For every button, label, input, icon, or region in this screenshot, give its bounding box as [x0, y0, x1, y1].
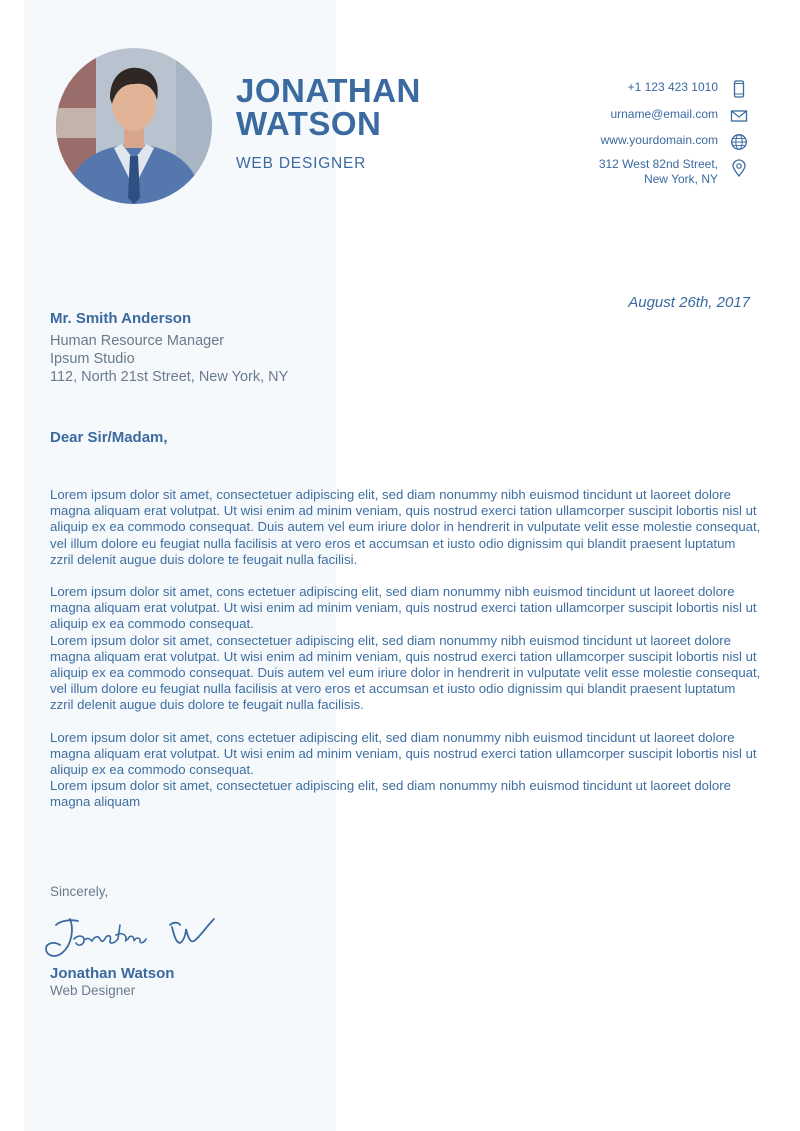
- paragraph: Lorem ipsum dolor sit amet, consectetuer adipiscing elit, sed diam nonummy nibh euismod tincidunt ut laoreet dolore magna aliquam erat volutpat. Ut wisi enim ad minim veniam, quis nostrud exerci tation ullamcorper suscipit lobortis nisl ut aliquip ex ea commodo consequat. Duis autem vel eum iriure dolor in hendrerit in vulputate velit esse molestie consequat, vel illum dolore eu feugiat nulla facilisis at vero eros et accumsan et iusto odio dignissim qui blandit praesent luptatum zzril delenit augue duis dolore te feugait nulla facilisi.: [50, 487, 761, 567]
- address-line-2: New York, NY: [643, 172, 718, 186]
- phone-icon: [730, 80, 748, 98]
- contact-website: [488, 133, 748, 151]
- name-first: JONATHAN: [236, 72, 421, 109]
- address-line-1: 312 West 82nd Street,: [598, 157, 718, 171]
- signer-title: Web Designer: [50, 983, 136, 998]
- paragraph: Lorem ipsum dolor sit amet, cons ectetuer adipiscing elit, sed diam nonummy nibh euismod tincidunt ut laoreet dolore magna aliquam erat volutpat. Ut wisi enim ad minim veniam, quis nostrud exerci tation ullamcorper suscipit lobortis nisl ut aliquip ex ea commodo consequat. Lorem ipsum dolor sit amet, consectetuer adipiscing elit, sed diam nonummy nibh euismod tincidunt ut laoreet dolore magna aliquam erat volutpat. Ut wisi enim ad minim veniam, quis nostrud exerci tation ullamcorper suscipit lobortis nisl ut aliquip ex ea commodo consequat. Duis autem vel eum iriure dolor in hendrerit in vulputate velit esse molestie consequat, vel illum dolore eu feugiat nulla facilisis at vero eros et accumsan et iusto odio dignissim qui blandit praesent luptatum zzril delenit augue duis dolore te feugait nulla facilisis.: [50, 584, 761, 713]
- address-text: [599, 157, 718, 187]
- recipient-company: Ipsum Studio: [50, 351, 135, 367]
- contact-phone: [488, 80, 748, 98]
- handwritten-signature: [40, 905, 240, 970]
- recipient-block: [50, 310, 450, 386]
- location-pin-icon: [730, 159, 748, 177]
- phone-text: +1 123 423 1010: [627, 80, 718, 94]
- greeting: Dear Sir/Madam,: [50, 429, 168, 446]
- email-text: urname@email.com: [610, 107, 718, 121]
- recipient-address: 112, North 21st Street, New York, NY: [50, 369, 289, 385]
- job-title: WEB DESIGNER: [236, 155, 367, 172]
- paragraph: Lorem ipsum dolor sit amet, cons ectetuer adipiscing elit, sed diam nonummy nibh euismod tincidunt ut laoreet dolore magna aliquam erat volutpat. Ut wisi enim ad minim veniam, quis nostrud exerci tation ullamcorper suscipit lobortis nisl ut aliquip ex ea commodo consequat. Lorem ipsum dolor sit amet, consectetuer adipiscing elit, sed diam nonummy nibh euismod tincidunt ut laoreet dolore magna aliquam: [50, 729, 757, 810]
- globe-icon: [730, 133, 748, 151]
- signer-name: Jonathan Watson: [50, 965, 175, 982]
- recipient-position: Human Resource Manager: [50, 333, 225, 349]
- recipient-name: Mr. Smith Anderson: [50, 310, 192, 327]
- profile-photo: [56, 48, 212, 204]
- letter-date: August 26th, 2017: [628, 294, 750, 311]
- website-text: www.yourdomain.com: [600, 133, 718, 147]
- name-last: WATSON: [236, 105, 382, 142]
- contact-block: [488, 80, 748, 195]
- applicant-name: [236, 74, 466, 140]
- closing: Sincerely,: [50, 884, 109, 899]
- contact-email: [488, 107, 748, 125]
- letter-body: [50, 487, 762, 827]
- mail-icon: [730, 107, 748, 125]
- contact-address: [488, 157, 748, 187]
